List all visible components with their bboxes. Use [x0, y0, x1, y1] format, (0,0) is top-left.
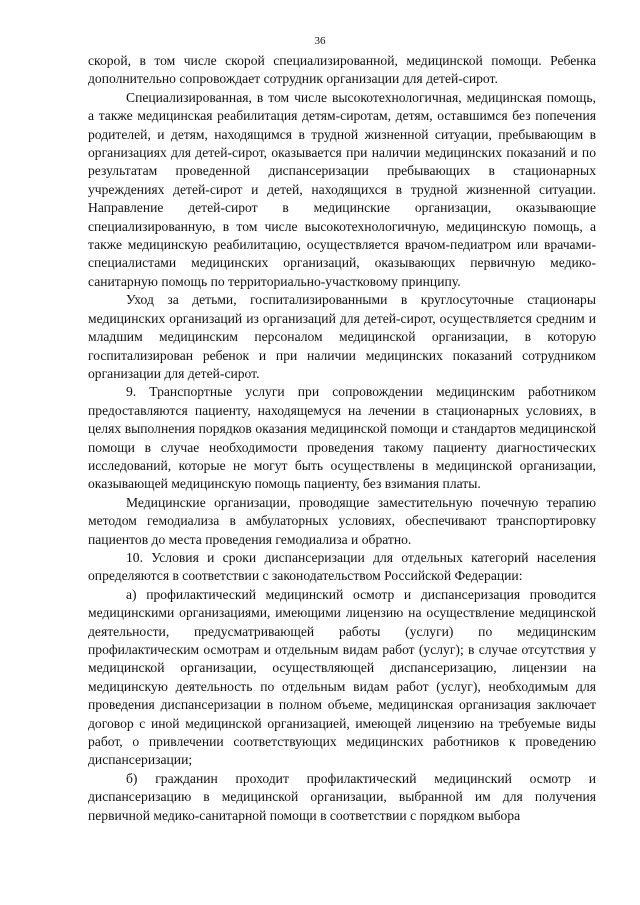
page-number: 36	[314, 35, 326, 47]
paragraph-specialized-care: Специализированная, в том числе высокотехнологичная, медицинская помощь, а также медицинская реабилитация детям-сиротам, детям, оставшимся без попечения родителей, и детям, находящимся в трудной жизненной ситуации, пребывающим в организациях для детей-сирот, оказывается при наличии медицинских показаний и по результатам проведенной диспансеризации пребывающих в стационарных учреждениях детей-сирот и детей, находящихся в трудной жизненной ситуации. Направление детей-сирот в медицинские организации, оказывающие специализированную, в том числе высокотехнологичную, медицинскую помощь, а также медицинскую реабилитацию, осуществляется врачом-педиатром или врачами-специалистами медицинских организаций, оказывающих первичную медико-санитарную помощь по территориально-участковому принципу.	[88, 89, 596, 289]
paragraph-item-b: б) гражданин проходит профилактический медицинский осмотр и диспансеризацию в медицинской организации, выбранной им для получения первичной медико-санитарной помощи в соответствии с порядком выбора	[88, 770, 596, 823]
paragraph-transport-services: 9. Транспортные услуги при сопровождении медицинским работником предоставляются пациенту, находящемуся на лечении в стационарных условиях, в целях выполнения порядков оказания медицинской помощи и стандартов медицинской помощи в случае необходимости проведения такому пациенту диагностических исследований, которые не могут быть осуществлены в медицинской организации, оказывающей медицинскую помощь пациенту, без взимания платы.	[88, 384, 596, 492]
paragraph-continuation: скорой, в том числе скорой специализированной, медицинской помощи. Ребенка дополнительно сопровождает сотрудник организации для детей-сирот.	[88, 53, 596, 87]
paragraph-child-care: Уход за детьми, госпитализированными в круглосуточные стационары медицинских организаций из организаций для детей-сирот, осуществляется средним и младшим медицинским персоналом медицинской организации, в которую госпитализирован ребенок и при наличии медицинских показаний сотрудником организации для детей-сирот.	[88, 292, 596, 381]
paragraph-hemodialysis: Медицинские организации, проводящие заместительную почечную терапию методом гемодиализа в амбулаторных условиях, обеспечивают транспортировку пациентов до места проведения гемодиализа и обратно.	[88, 494, 596, 547]
paragraph-dispensary-conditions: 10. Условия и сроки диспансеризации для отдельных категорий населения определяются в соответствии с законодательством Российской Федерации:	[88, 549, 596, 584]
document-body	[88, 52, 596, 825]
paragraph-item-a: а) профилактический медицинский осмотр и диспансеризация проводится медицинскими организациями, имеющими лицензию на осуществление медицинской деятельности, предусматривающей работы (услуги) по медицинским профилактическим осмотрам и отдельным видам работ (услуг); в случае отсутствия у медицинской организации, осуществляющей диспансеризацию, лицензии на медицинскую деятельность по отдельным видам работ (услуг), необходимым для проведения диспансеризации в полном объеме, медицинская организация заключает договор с иной медицинской организацией, имеющей лицензию на требуемые виды работ, о привлечении соответствующих медицинских работников к проведению диспансеризации;	[88, 586, 596, 768]
